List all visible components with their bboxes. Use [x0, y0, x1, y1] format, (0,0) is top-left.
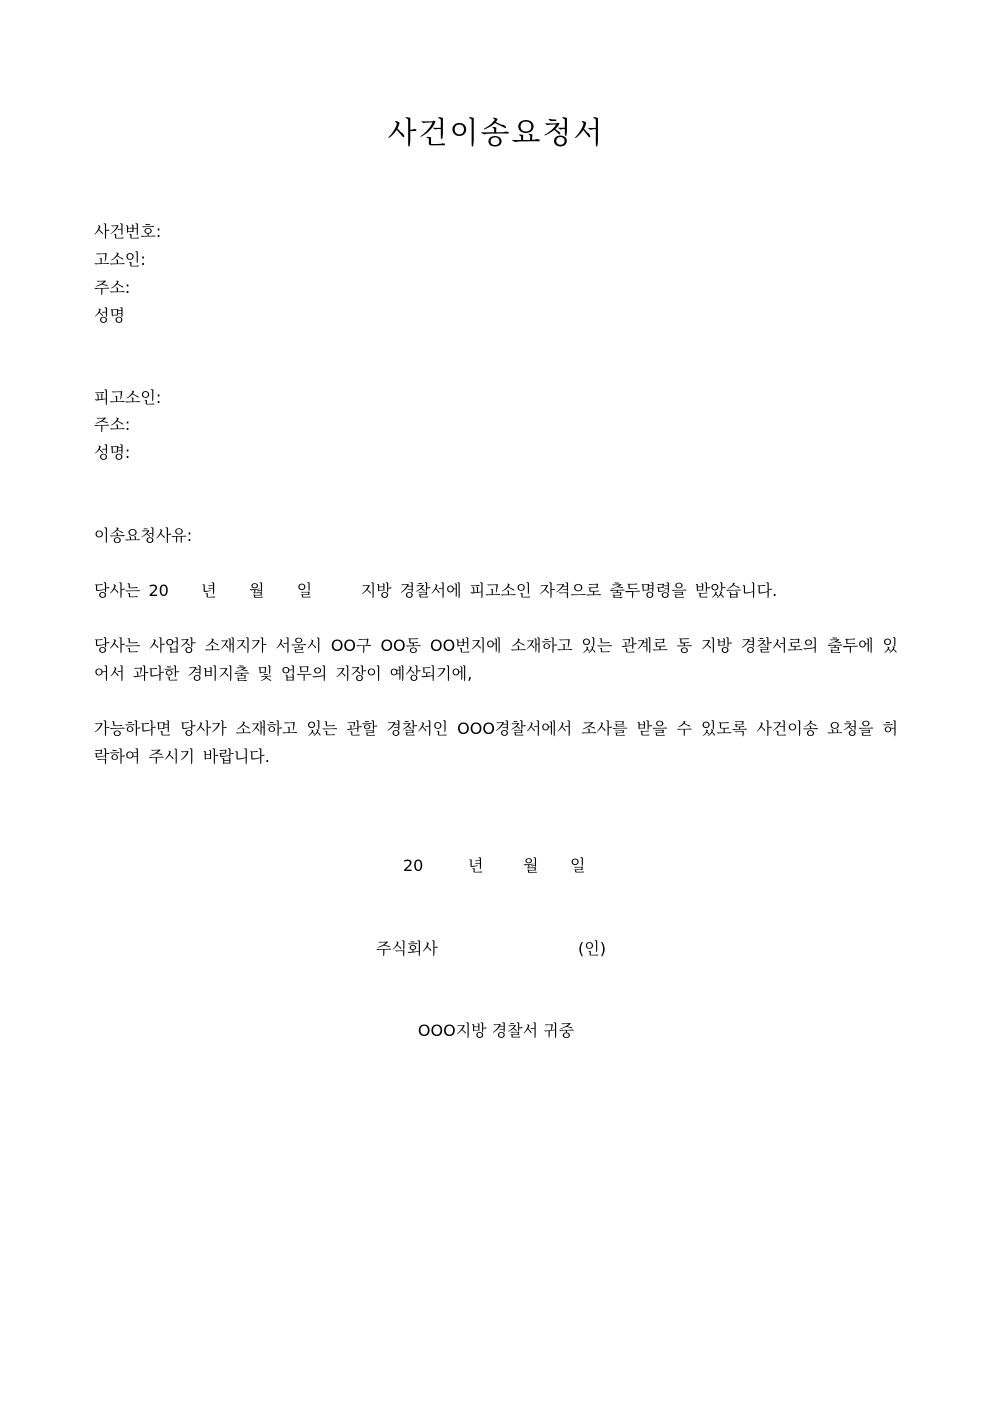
- recipient-line: OOO지방 경찰서 귀중: [417, 1021, 575, 1040]
- accused-heading: 피고소인:: [94, 388, 162, 407]
- date-year: 20: [403, 856, 424, 875]
- complainant-name-label: 성명: [94, 306, 125, 325]
- seal-mark: (인): [578, 939, 606, 958]
- complainant-heading: 고소인:: [94, 250, 146, 269]
- date-day-label: 일: [570, 856, 586, 875]
- case-number-label: 사건번호:: [94, 222, 162, 241]
- reason-paragraph-summons: 당사는 20 년 월 일 지방 경찰서에 피고소인 자격으로 출두명령을 받았습니다.: [94, 581, 778, 600]
- reason-paragraph-location: 당사는 사업장 소재지가 서울시 OO구 OO동 OO번지에 소재하고 있는 관계로 동 지방 경찰서로의 출두에 있어서 과다한 경비지출 및 업무의 지장이 예상되기에,: [94, 636, 898, 683]
- reason-paragraph-request: 가능하다면 당사가 소재하고 있는 관할 경찰서인 OOO경찰서에서 조사를 받을 수 있도록 사건이송 요청을 허락하여 주시기 바랍니다.: [94, 719, 898, 766]
- transfer-reason-label: 이송요청사유:: [94, 526, 193, 545]
- complainant-address-label: 주소:: [94, 278, 131, 297]
- accused-address-label: 주소:: [94, 415, 131, 434]
- company-label: 주식회사: [376, 939, 438, 958]
- date-year-label: 년: [468, 856, 484, 875]
- date-month-label: 월: [523, 856, 539, 875]
- accused-name-label: 성명:: [94, 443, 131, 462]
- document-title: 사건이송요청서: [387, 116, 605, 151]
